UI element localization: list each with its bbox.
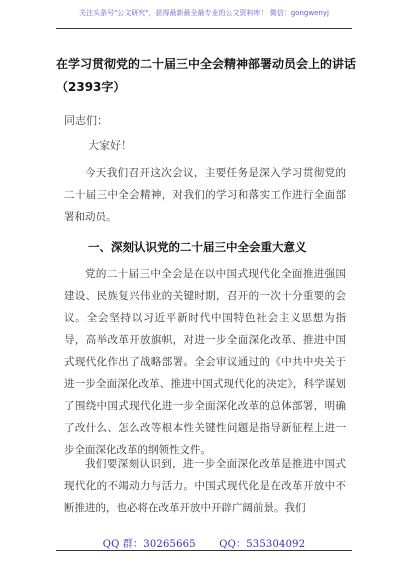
header-banner: 关注头条号"公文研究"，获得最新最全最专业的公文资料库！ 微信：gongwenyj (79, 9, 329, 17)
section-paragraph: 党的二十届三中全会是在以中国式现代化全面推进强国建设、民族复兴伟业的关键时期，召开的一次十分重要的会议。全会坚持以习近平新时代中国特色社会主义思想为指导，高举改革开放旗帜，对进一步全面深化改革、推进中国式现代化作出了战略部署。全会审议通过的《中共中央关于进一步全面深化改革、推进中国式现代化的决定》，科学谋划了围绕中国式现代化进一步全面深化改革的总体部署，明确了改什么、怎么改等根本性关键性问题是指导新征程上进一步全面深化改革的纲领性文件。 (64, 268, 346, 456)
intro-paragraph: 今天我们召开这次会议，主要任务是深入学习贯彻党的二十届三中全会精神，对我们的学习和落实工作进行全面部署和动员。 (64, 167, 346, 223)
footer-qq-group: QQ 群：30265665 (102, 539, 196, 550)
section-paragraph-2: 我们要深刻认识到，进一步全面深化改革是推进中国式现代化的不竭动力与活力。中国式现代化是在改革开放中不断推进的，也必将在改革开放中开辟广阔前景。我们 (64, 458, 346, 514)
footer-qq: QQ：535304092 (219, 539, 306, 550)
footer-divider (56, 550, 352, 551)
greeting: 大家好！ (88, 139, 132, 152)
footer-contacts (0, 535, 408, 550)
salutation: 同志们： (64, 114, 108, 127)
header-divider (56, 28, 352, 29)
document-title: 在学习贯彻党的二十届三中全会精神部署动员会上的讲话（2393字） (56, 57, 357, 94)
section-heading: 一、深刻认识党的二十届三中全会重大意义 (88, 240, 307, 254)
